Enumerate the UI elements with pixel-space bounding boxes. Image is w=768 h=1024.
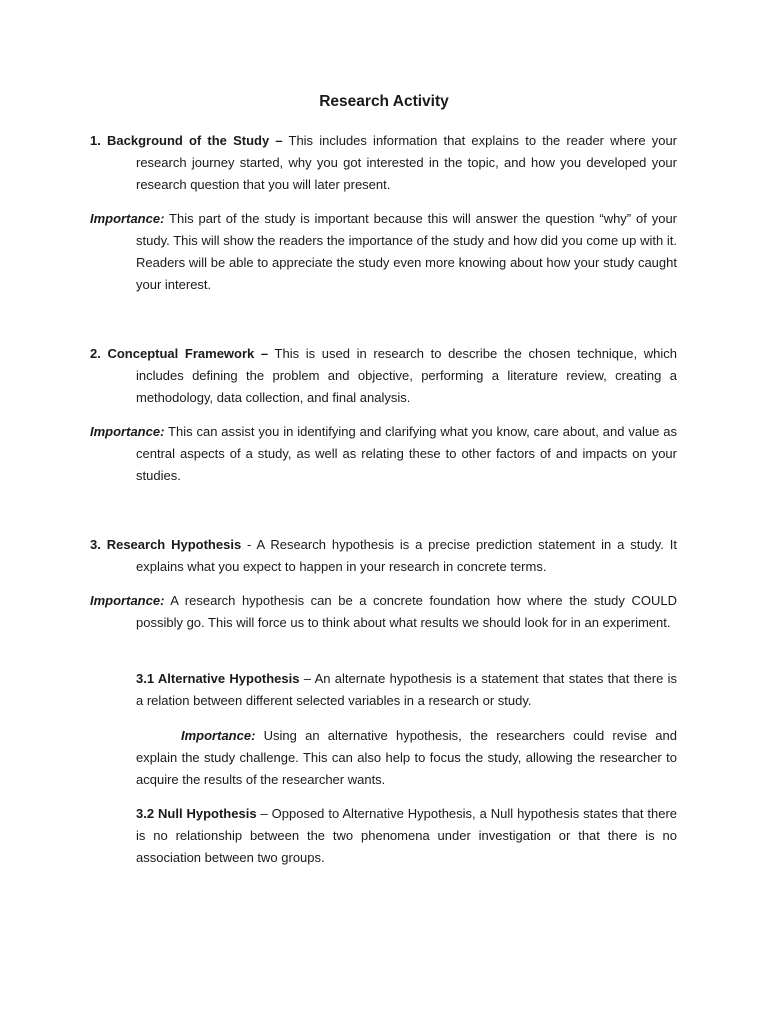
section-2-importance-body: This can assist you in identifying and clarifying what you know, care about, and value as central aspects of a study, as well as relating these to other factors of and impacts on your studies.	[136, 424, 677, 483]
section-3-1-importance	[136, 725, 677, 791]
section-3-1-importance-body: Using an alternative hypothesis, the researchers could revise and explain the study challenge. This can also help to focus the study, allowing the researcher to acquire the results of the researcher wants.	[136, 728, 677, 787]
page-title: Research Activity	[319, 93, 449, 110]
section-1-importance-body: This part of the study is important because this will answer the question “why” of your study. This will show the readers the importance of the study and how did you come up with it. Readers will be able to appreciate the study even more knowing about how your study caught your interest.	[136, 211, 677, 292]
section-3-2-heading: 3.2 Null Hypothesis	[136, 806, 257, 821]
section-3-1-body: – An alternate hypothesis is a statement that states that there is a relation between different selected variables in a research or study.	[136, 671, 677, 708]
section-3-definition	[90, 534, 677, 578]
section-3-importance-body: A research hypothesis can be a concrete foundation how where the study COULD possibly go. This will force us to think about what results we should look for in an experiment.	[136, 593, 677, 630]
section-3-2-definition	[136, 803, 677, 869]
section-1-importance	[90, 208, 677, 296]
section-2-body: This is used in research to describe the chosen technique, which includes defining the problem and objective, performing a literature review, creating a methodology, data collection, and final analysis.	[136, 346, 677, 405]
section-3-1-definition	[136, 668, 677, 712]
section-3-importance-label: Importance:	[90, 593, 165, 608]
section-1-importance-label: Importance:	[90, 211, 165, 226]
section-3-heading: 3. Research Hypothesis	[90, 537, 242, 552]
section-1-body: This includes information that explains to the reader where your research journey started, why you got interested in the topic, and how you developed your research question that you will later present.	[136, 133, 678, 192]
section-3-body: - A Research hypothesis is a precise prediction statement in a study. It explains what you expect to happen in your research in concrete terms.	[136, 537, 677, 574]
section-2-heading: 2. Conceptual Framework –	[90, 346, 269, 361]
section-3-1-importance-label: Importance:	[181, 728, 256, 743]
section-1-heading: 1. Background of the Study –	[90, 133, 283, 148]
section-3-importance	[90, 590, 677, 634]
section-2-definition	[90, 343, 677, 409]
section-1-definition	[90, 130, 677, 196]
section-2-importance	[90, 421, 677, 487]
section-3-2-body: – Opposed to Alternative Hypothesis, a Null hypothesis states that there is no relationship between the two phenomena under investigation or that there is no association between two groups.	[136, 806, 677, 865]
section-2-importance-label: Importance:	[90, 424, 165, 439]
section-3-1-heading: 3.1 Alternative Hypothesis	[136, 671, 300, 686]
